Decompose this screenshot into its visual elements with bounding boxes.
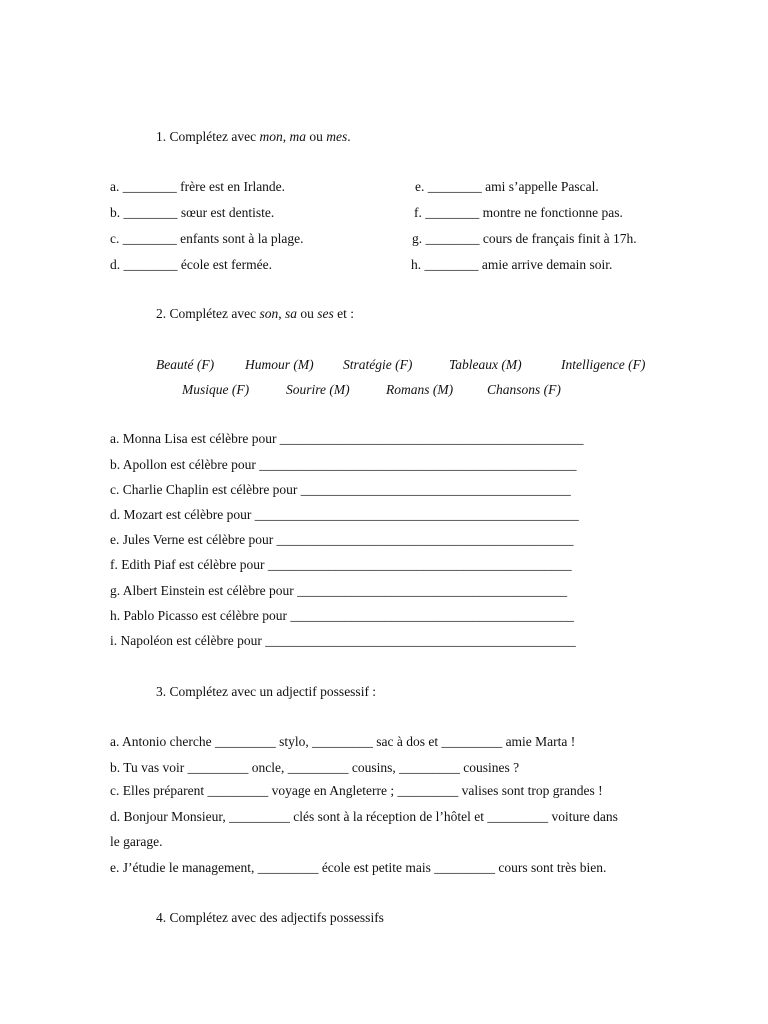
title-text: 1. Complétez avec [156,129,260,144]
word-chansons: Chansons (F) [487,382,561,397]
ex2-item-h: h. Pablo Picasso est célèbre pour __________________________________________ [110,608,574,623]
ex3-item-b: b. Tu vas voir _________ oncle, _________ cousins, _________ cousines ? [110,760,520,775]
ex1-item-e: e. ________ ami s’appelle Pascal. [415,179,599,194]
ex2-item-e: e. Jules Verne est célèbre pour ____________________________________________ [110,532,574,547]
ex2-item-c: c. Charlie Chaplin est célèbre pour ________________________________________ [110,482,571,497]
word-musique: Musique (F) [182,382,250,397]
title-word-ses: ses [317,306,334,321]
title-end: . [347,129,351,144]
word-humour: Humour (M) [245,357,314,372]
word-beaute: Beauté (F) [156,357,215,372]
title-text: 2. Complétez avec [156,306,260,321]
ex2-item-i: i. Napoléon est célèbre pour ______________________________________________ [110,633,576,648]
title-word-son: son [259,306,279,321]
ex2-item-g: g. Albert Einstein est célèbre pour ________________________________________ [110,583,568,598]
exercise-3-title: 3. Complétez avec un adjectif possessif : [156,684,377,699]
ex2-item-d: d. Mozart est célèbre pour ________________________________________________ [110,507,579,522]
word-tableaux: Tableaux (M) [449,357,522,372]
ex3-item-e: e. J’étudie le management, _________ école est petite mais _________ cours sont très bien. [110,860,607,875]
ex3-item-c: c. Elles préparent _________ voyage en Angleterre ; _________ valises sont trop grandes ! [110,783,603,798]
title-sep: , [278,306,285,321]
ex3-item-a: a. Antonio cherche _________ stylo, _________ sac à dos et _________ amie Marta ! [110,734,576,749]
title-end: et : [333,306,354,321]
ex2-item-f: f. Edith Piaf est célèbre pour _____________________________________________ [110,557,572,572]
ex1-item-d: d. ________ école est fermée. [110,257,272,272]
title-word-mon: mon [259,129,283,144]
ex3-item-d-cont: le garage. [110,834,163,849]
title-word-ma: ma [289,129,306,144]
ex1-item-h: h. ________ amie arrive demain soir. [411,257,613,272]
title-sep: , [282,129,290,144]
ex1-item-g: g. ________ cours de français finit à 17h. [412,231,637,246]
word-sourire: Sourire (M) [286,382,350,397]
ex3-item-d: d. Bonjour Monsieur, _________ clés sont à la réception de l’hôtel et _________ voiture dans [110,809,618,824]
title-word-sa: sa [284,306,297,321]
exercise-1-title [156,130,351,144]
ex2-item-b: b. Apollon est célèbre pour _______________________________________________ [110,457,577,472]
word-strategie: Stratégie (F) [343,357,413,372]
ex1-item-c: c. ________ enfants sont à la plage. [110,231,304,246]
exercise-2-title [156,307,354,321]
ex1-item-a: a. ________ frère est en Irlande. [110,179,286,194]
ex1-item-f: f. ________ montre ne fonctionne pas. [414,205,623,220]
title-sep: ou [297,306,318,321]
ex2-item-a: a. Monna Lisa est célèbre pour _____________________________________________ [110,431,584,446]
word-romans: Romans (M) [386,382,454,397]
title-word-mes: mes [326,129,348,144]
ex1-item-b: b. ________ sœur est dentiste. [110,205,275,220]
exercise-4-title: 4. Complétez avec des adjectifs possessifs [156,910,384,925]
word-intelligence: Intelligence (F) [561,357,646,372]
title-sep: ou [305,129,327,144]
